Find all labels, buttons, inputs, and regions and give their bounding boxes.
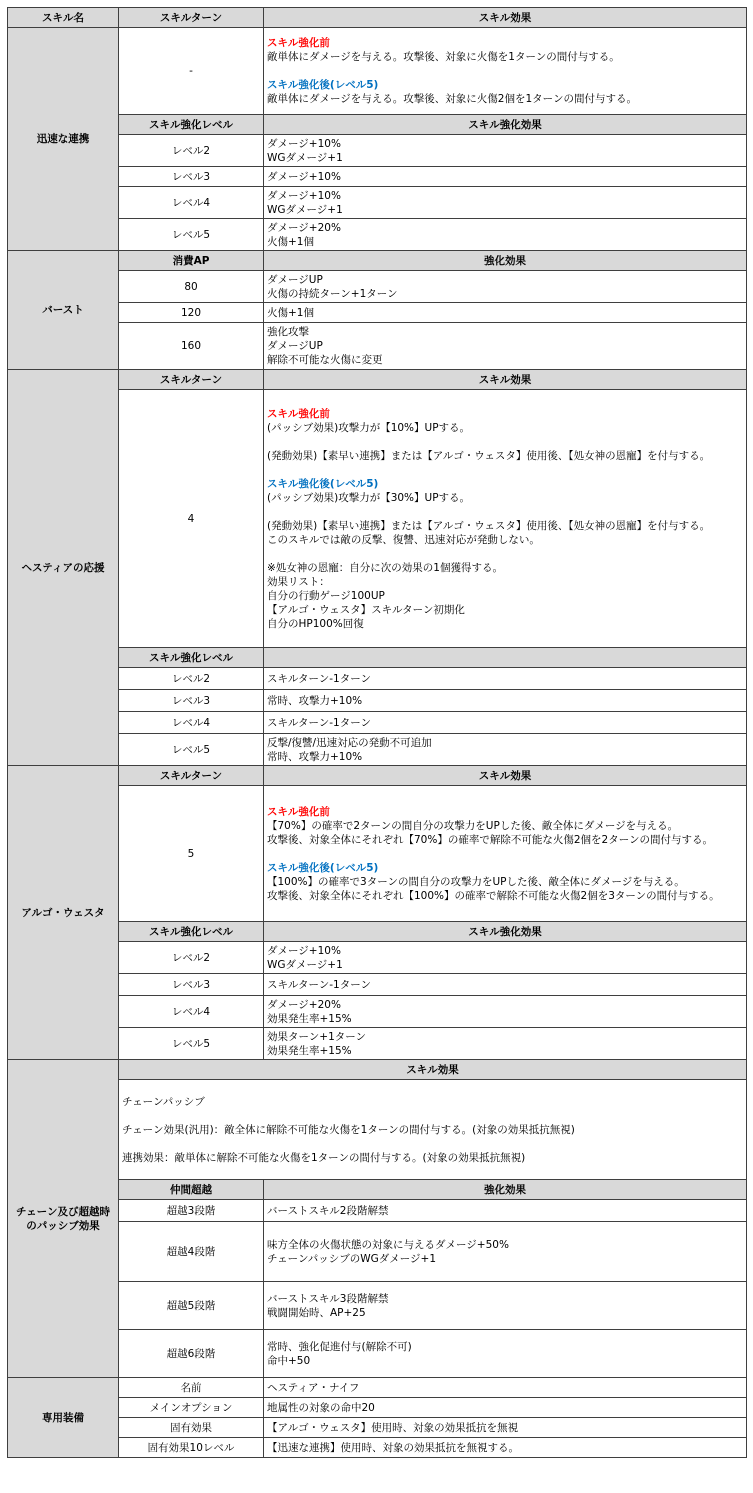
skill3-after-label: スキル強化後(レベル5) bbox=[267, 861, 379, 874]
header-skill-effect: スキル効果 bbox=[264, 8, 747, 28]
skill2-level-effect: 常時、攻撃力+10% bbox=[264, 690, 747, 712]
skill3-level: レベル2 bbox=[119, 942, 264, 974]
skill1-after-text: 敵単体にダメージを与える。攻撃後、対象に火傷2個を1ターンの間付与する。 bbox=[267, 93, 637, 105]
equip-value: ヘスティア・ナイフ bbox=[264, 1378, 747, 1398]
skill2-level: レベル2 bbox=[119, 668, 264, 690]
chain-name: チェーン及び超越時のパッシブ効果 bbox=[8, 1060, 119, 1378]
skill3-level-effect: スキルターン-1ターン bbox=[264, 974, 747, 996]
equip-label: 名前 bbox=[119, 1378, 264, 1398]
skill3-turn-header: スキルターン bbox=[119, 766, 264, 786]
skill1-level: レベル5 bbox=[119, 219, 264, 251]
equip-value: 【迅速な連携】使用時、対象の効果抵抗を無視する。 bbox=[264, 1438, 747, 1458]
skill-table bbox=[7, 7, 747, 1458]
skill2-turn: 4 bbox=[119, 390, 264, 648]
skill2-after-label: スキル強化後(レベル5) bbox=[267, 477, 379, 490]
equip-label: 固有効果 bbox=[119, 1418, 264, 1438]
skill1-level: レベル3 bbox=[119, 167, 264, 187]
chain-transcend-header: 仲間超越 bbox=[119, 1180, 264, 1200]
skill2-level-effect: スキルターン-1ターン bbox=[264, 668, 747, 690]
transcend-stage: 超越5段階 bbox=[119, 1282, 264, 1330]
burst-ap: 80 bbox=[119, 271, 264, 303]
skill1-effect-header: スキル強化効果 bbox=[264, 115, 747, 135]
equip-value: 地属性の対象の命中20 bbox=[264, 1398, 747, 1418]
skill2-level-effect: 反撃/復讐/迅速対応の発動不可追加 常時、攻撃力+10% bbox=[264, 734, 747, 766]
skill3-level-effect: ダメージ+20% 効果発生率+15% bbox=[264, 996, 747, 1028]
transcend-stage: 超越6段階 bbox=[119, 1330, 264, 1378]
skill2-effect: スキル強化前 (パッシブ効果)攻撃力が【10%】UPする。 (発動効果)【素早い連携】または【アルゴ・ウェスタ】使用後、【処女神の恩寵】を付与する。 スキル強化後(レベル5) (パッシブ効果)攻撃力が【30%】UPする。 (発動効果)【素早い連携】または【アルゴ・ウェスタ】使用後、【処女神の恩寵】を付与する。 このスキルでは敵の反撃、復讐、迅速対応が発動しない。 ※処女神の恩寵：自分に次の効果の1個獲得する。 効果リスト： 自分の行動ゲージ100UP 【アルゴ・ウェスタ】スキルターン初期化 自分のHP100%回復 bbox=[264, 390, 747, 648]
skill3-effect-header: スキル効果 bbox=[264, 766, 747, 786]
skill1-level-effect: ダメージ+10% WGダメージ+1 bbox=[264, 135, 747, 167]
skill3-level-effect: ダメージ+10% WGダメージ+1 bbox=[264, 942, 747, 974]
equip-name: 専用装備 bbox=[8, 1378, 119, 1458]
transcend-stage: 超越4段階 bbox=[119, 1222, 264, 1282]
skill3-before-label: スキル強化前 bbox=[267, 805, 330, 818]
skill1-name: 迅速な連携 bbox=[8, 28, 119, 251]
chain-effect-header: スキル効果 bbox=[119, 1060, 747, 1080]
burst-effect: ダメージUP 火傷の持続ターン+1ターン bbox=[264, 271, 747, 303]
header-skill-turn: スキルターン bbox=[119, 8, 264, 28]
skill2-turn-header: スキルターン bbox=[119, 370, 264, 390]
chain-transcend-effect-header: 強化効果 bbox=[264, 1180, 747, 1200]
skill1-level-effect: ダメージ+20% 火傷+1個 bbox=[264, 219, 747, 251]
skill3-name: アルゴ・ウェスタ bbox=[8, 766, 119, 1060]
transcend-stage: 超越3段階 bbox=[119, 1200, 264, 1222]
burst-ap-header: 消費AP bbox=[119, 251, 264, 271]
transcend-effect: 味方全体の火傷状態の対象に与えるダメージ+50% チェーンパッシブのWGダメージ+1 bbox=[264, 1222, 747, 1282]
skill2-level-effect: スキルターン-1ターン bbox=[264, 712, 747, 734]
skill1-level: レベル2 bbox=[119, 135, 264, 167]
skill1-level: レベル4 bbox=[119, 187, 264, 219]
transcend-effect: 常時、強化促進付与(解除不可) 命中+50 bbox=[264, 1330, 747, 1378]
skill1-after-label: スキル強化後(レベル5) bbox=[267, 79, 379, 91]
burst-effect: 火傷+1個 bbox=[264, 303, 747, 323]
skill1-level-header: スキル強化レベル bbox=[119, 115, 264, 135]
transcend-effect: バーストスキル2段階解禁 bbox=[264, 1200, 747, 1222]
transcend-effect: バーストスキル3段階解禁 戦闘開始時、AP+25 bbox=[264, 1282, 747, 1330]
burst-name: バースト bbox=[8, 251, 119, 370]
skill2-level: レベル5 bbox=[119, 734, 264, 766]
skill3-level-effect-header: スキル強化効果 bbox=[264, 922, 747, 942]
skill1-effect bbox=[264, 28, 747, 115]
equip-label: メインオプション bbox=[119, 1398, 264, 1418]
skill1-turn: - bbox=[119, 28, 264, 115]
burst-ap: 160 bbox=[119, 323, 264, 370]
skill1-before-label: スキル強化前 bbox=[267, 37, 330, 49]
skill1-level-effect: ダメージ+10% WGダメージ+1 bbox=[264, 187, 747, 219]
skill2-level-effect-header bbox=[264, 648, 747, 668]
skill2-level: レベル3 bbox=[119, 690, 264, 712]
header-skill-name: スキル名 bbox=[8, 8, 119, 28]
equip-label: 固有効果10レベル bbox=[119, 1438, 264, 1458]
burst-effect: 強化攻撃 ダメージUP 解除不可能な火傷に変更 bbox=[264, 323, 747, 370]
skill1-before-text: 敵単体にダメージを与える。攻撃後、対象に火傷を1ターンの間付与する。 bbox=[267, 51, 620, 63]
skill2-effect-header: スキル効果 bbox=[264, 370, 747, 390]
skill2-before-label: スキル強化前 bbox=[267, 407, 330, 420]
skill3-level-header: スキル強化レベル bbox=[119, 922, 264, 942]
skill3-level: レベル5 bbox=[119, 1028, 264, 1060]
chain-effect: チェーンパッシブ チェーン効果(汎用)：敵全体に解除不可能な火傷を1ターンの間付与する。(対象の効果抵抗無視) 連携効果：敵単体に解除不可能な火傷を1ターンの間付与する。(対象の効果抵抗無視) bbox=[119, 1080, 747, 1180]
skill3-level-effect: 効果ターン+1ターン 効果発生率+15% bbox=[264, 1028, 747, 1060]
skill2-level: レベル4 bbox=[119, 712, 264, 734]
burst-ap: 120 bbox=[119, 303, 264, 323]
skill3-turn: 5 bbox=[119, 786, 264, 922]
skill3-effect: スキル強化前 【70%】の確率で2ターンの間自分の攻撃力をUPした後、敵全体にダメージを与える。 攻撃後、対象全体にそれぞれ【70%】の確率で解除不可能な火傷2個を2ターンの間付与する。 スキル強化後(レベル5) 【100%】の確率で3ターンの間自分の攻撃力をUPした後、敵全体にダメージを与える。 攻撃後、対象全体にそれぞれ【100%】の確率で解除不可能な火傷2個を3ターンの間付与する。 bbox=[264, 786, 747, 922]
skill1-level-effect: ダメージ+10% bbox=[264, 167, 747, 187]
skill3-level: レベル4 bbox=[119, 996, 264, 1028]
equip-value: 【アルゴ・ウェスタ】使用時、対象の効果抵抗を無視 bbox=[264, 1418, 747, 1438]
skill2-level-header: スキル強化レベル bbox=[119, 648, 264, 668]
burst-effect-header: 強化効果 bbox=[264, 251, 747, 271]
skill3-level: レベル3 bbox=[119, 974, 264, 996]
skill2-name: ヘスティアの応援 bbox=[8, 370, 119, 766]
